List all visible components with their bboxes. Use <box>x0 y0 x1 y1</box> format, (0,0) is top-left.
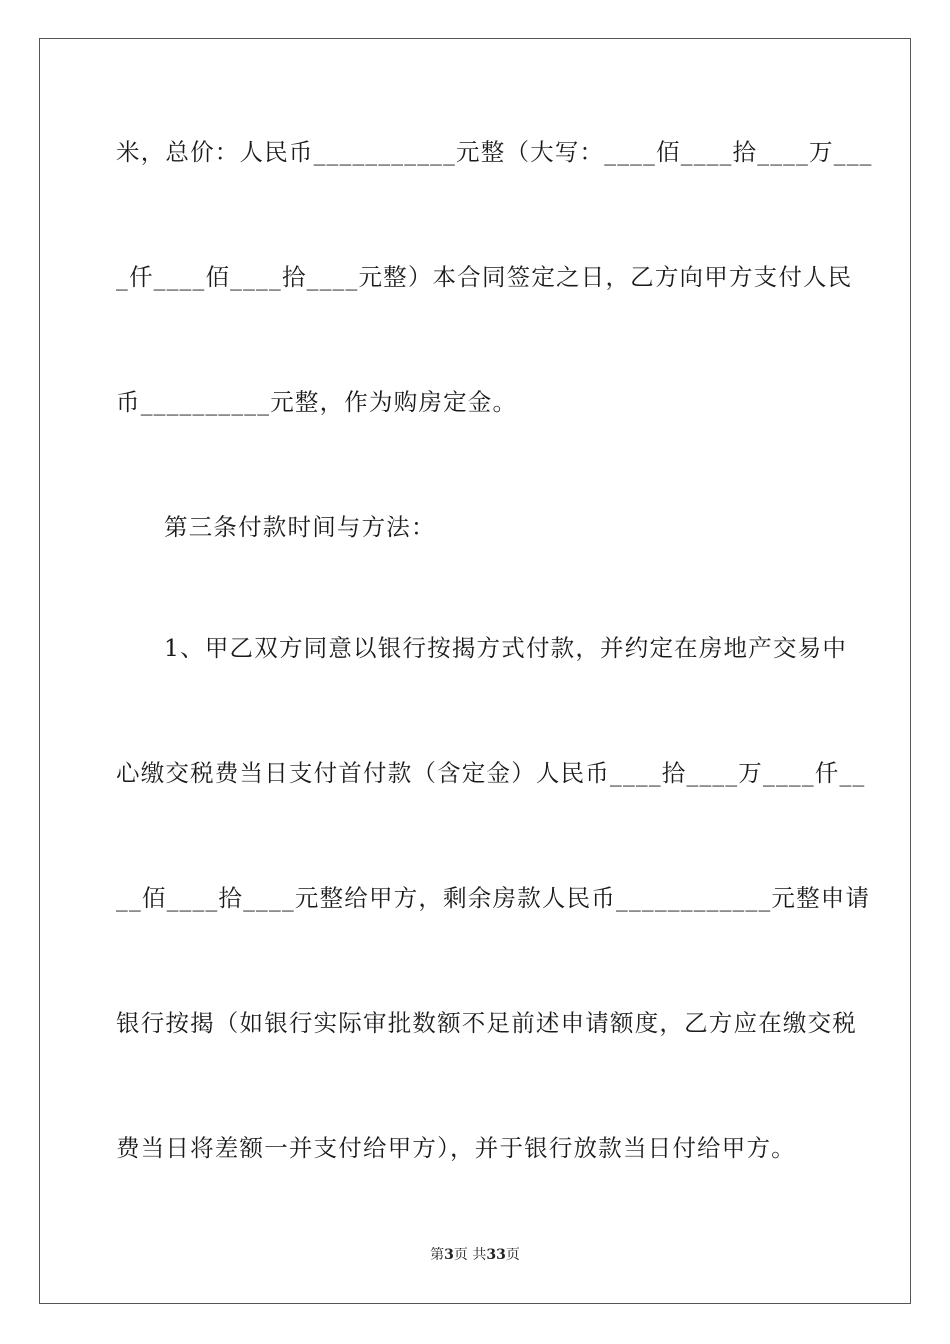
paragraph-line-5: 1、甲乙双方同意以银行按揭方式付款，并约定在房地产交易中 <box>164 634 848 662</box>
paragraph-line-9: 费当日将差额一并支付给甲方），并于银行放款当日付给甲方。 <box>116 1134 796 1162</box>
footer-prefix: 第 <box>430 1247 445 1263</box>
paragraph-line-7: __佰____拾____元整给甲方，剩余房款人民币____________元整申请 <box>116 884 871 912</box>
paragraph-line-8: 银行按揭（如银行实际审批数额不足前述申请额度，乙方应在缴交税 <box>116 1009 857 1037</box>
page-border <box>39 38 911 1304</box>
footer-mid: 页 共 <box>453 1247 487 1263</box>
paragraph-line-2: _仟____佰____拾____元整）本合同签定之日，乙方向甲方支付人民 <box>116 263 853 291</box>
section-heading: 第三条付款时间与方法： <box>164 513 436 541</box>
footer-suffix: 页 <box>505 1247 520 1263</box>
paragraph-line-3: 币__________元整，作为购房定金。 <box>116 388 518 416</box>
footer-page-total: 33 <box>486 1247 506 1263</box>
footer-page-current: 3 <box>444 1247 454 1263</box>
paragraph-line-6: 心缴交税费当日支付首付款（含定金）人民币____拾____万____仟__ <box>116 759 866 787</box>
paragraph-line-1: 米，总价：人民币___________元整（大写：____佰____拾____万___ <box>116 138 873 166</box>
page-footer <box>0 1244 950 1264</box>
